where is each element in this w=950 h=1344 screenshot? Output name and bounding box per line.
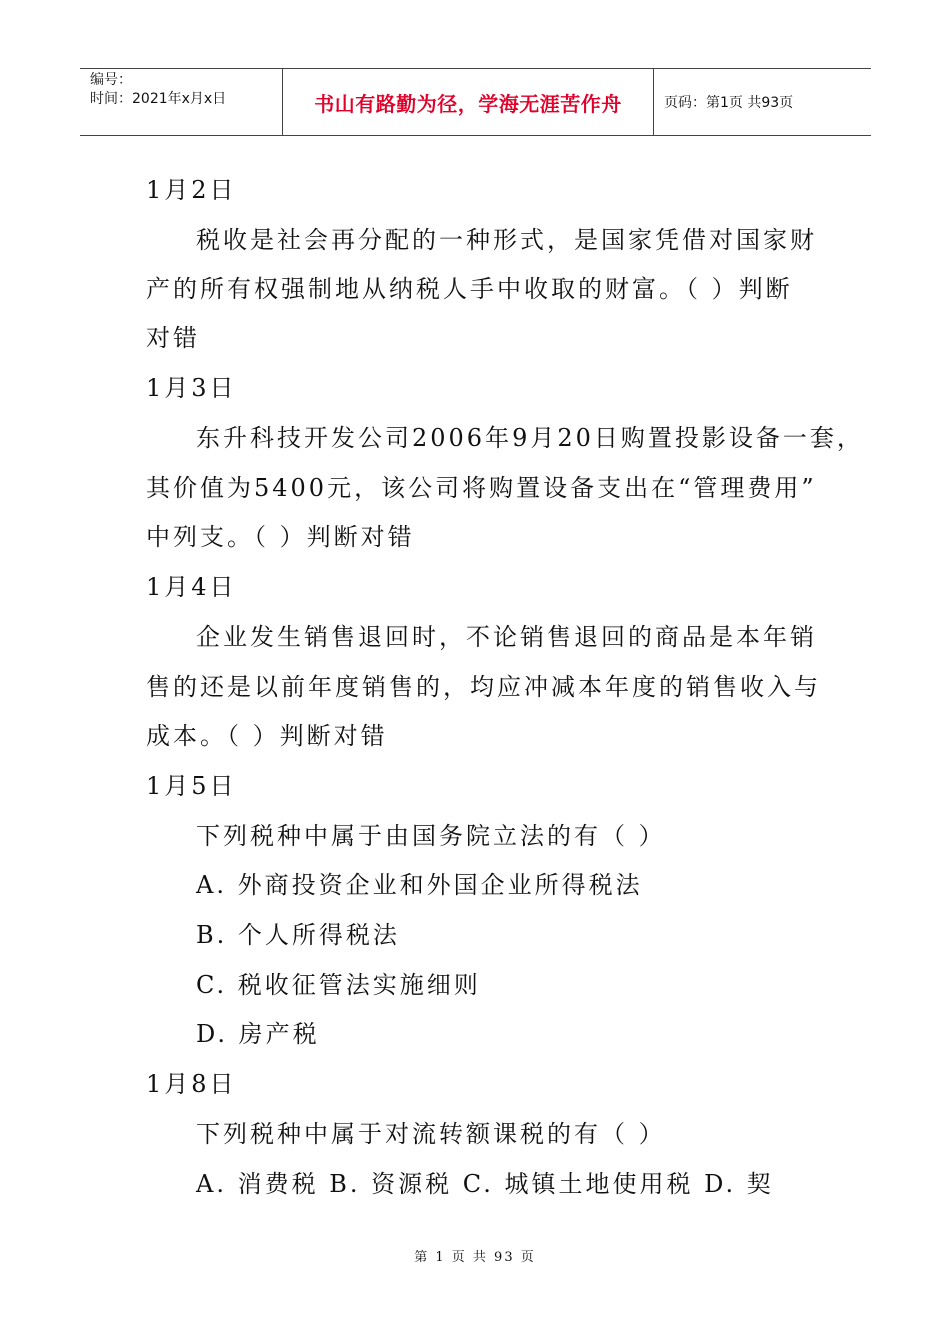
question-stem: 下列税种中属于由国务院立法的有（ ） bbox=[196, 822, 666, 850]
header-page-number: 页码：第1页 共93页 bbox=[664, 95, 794, 111]
date-heading: 1月4日 bbox=[146, 573, 237, 601]
question-text: 对错 bbox=[146, 324, 200, 352]
question-text: 售的还是以前年度销售的，均应冲减本年度的销售收入与 bbox=[146, 673, 821, 701]
option-c: C. 税收征管法实施细则 bbox=[196, 971, 481, 999]
question-text: 成本。（ ）判断对错 bbox=[146, 722, 388, 750]
question-text: 其价值为5400元，该公司将购置设备支出在“管理费用” bbox=[146, 474, 817, 502]
header-meta bbox=[80, 69, 283, 135]
option-d: D. 房产税 bbox=[196, 1020, 320, 1048]
options-line: A. 消费税 B. 资源税 C. 城镇土地使用税 D. 契 bbox=[196, 1170, 774, 1198]
date-heading: 1月5日 bbox=[146, 772, 237, 800]
page-footer: 第 1 页 共 93 页 bbox=[414, 1250, 536, 1265]
question-text: 产的所有权强制地从纳税人手中收取的财富。（ ）判断 bbox=[146, 275, 793, 303]
page-header bbox=[80, 68, 871, 136]
doc-time-label: 时间：2021年x月x日 bbox=[90, 91, 227, 107]
date-heading: 1月3日 bbox=[146, 374, 237, 402]
header-motto: 书山有路勤为径，学海无涯苦作舟 bbox=[283, 69, 654, 135]
question-text: 企业发生销售退回时，不论销售退回的商品是本年销 bbox=[196, 623, 817, 651]
doc-code-label: 编号： bbox=[90, 72, 132, 88]
option-b: B. 个人所得税法 bbox=[196, 921, 400, 949]
question-text: 中列支。（ ）判断对错 bbox=[146, 523, 415, 551]
option-a: A. 外商投资企业和外国企业所得税法 bbox=[196, 871, 643, 899]
question-stem: 下列税种中属于对流转额课税的有（ ） bbox=[196, 1120, 666, 1148]
question-text: 东升科技开发公司2006年9月20日购置投影设备一套， bbox=[196, 424, 864, 452]
question-text: 税收是社会再分配的一种形式，是国家凭借对国家财 bbox=[196, 226, 817, 254]
date-heading: 1月2日 bbox=[146, 176, 237, 204]
date-heading: 1月8日 bbox=[146, 1070, 237, 1098]
